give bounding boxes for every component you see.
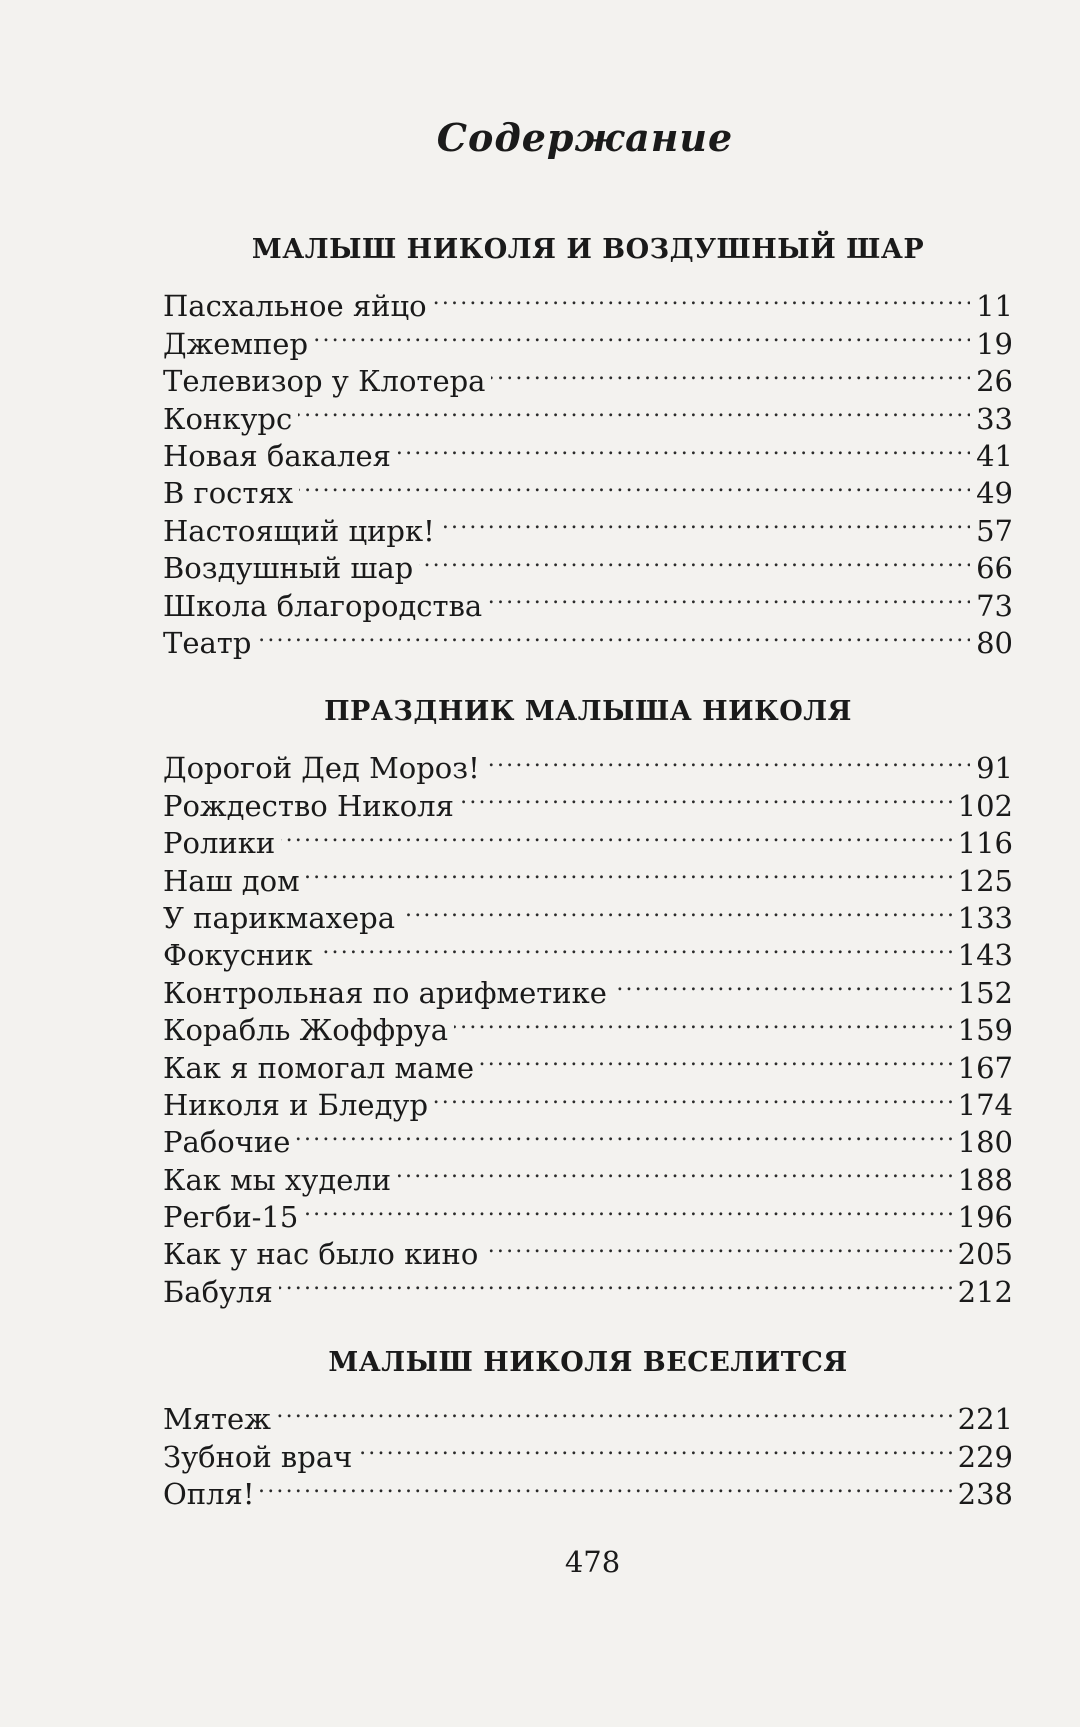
dot-leader [298, 391, 970, 428]
entry-page: 238 [957, 1477, 1013, 1512]
entry-page: 133 [957, 900, 1013, 935]
entry-page: 152 [957, 975, 1013, 1010]
entry-title: Рабочие [163, 1125, 291, 1160]
toc-entry [163, 816, 1013, 861]
dot-leader [319, 928, 952, 965]
entry-page: 159 [957, 1013, 1013, 1048]
entry-title: Телевизор у Клотера [163, 364, 486, 399]
entry-title: Конкурс [163, 401, 293, 436]
entry-title: Рождество Николя [163, 788, 454, 823]
entry-page: 41 [976, 438, 1013, 473]
entry-page: 33 [976, 401, 1013, 436]
toc-entry [163, 1264, 1013, 1309]
dot-leader [401, 891, 952, 928]
toc-entry [163, 741, 1013, 786]
toc-section-1 [163, 229, 1013, 660]
entry-title: Николя и Бледур [163, 1087, 429, 1122]
entry-title: Фокусник [163, 938, 313, 973]
entry-title: Новая бакалея [163, 438, 391, 473]
entry-title: Как мы худели [163, 1162, 392, 1197]
entry-page: 180 [957, 1125, 1013, 1160]
dot-leader [460, 778, 952, 815]
entry-title: Ролики [163, 826, 276, 861]
entry-title: Как у нас было кино [163, 1237, 479, 1272]
dot-leader [314, 316, 970, 353]
dot-leader [306, 853, 952, 890]
toc-entry [163, 279, 1013, 324]
dot-leader [419, 541, 970, 578]
toc-section-3 [163, 1342, 1013, 1512]
entry-title: Опля! [163, 1477, 255, 1512]
dot-leader [491, 354, 970, 391]
dot-leader [454, 1003, 952, 1040]
entry-title: Театр [163, 625, 252, 660]
dot-leader [304, 1190, 951, 1227]
dot-leader [277, 1392, 952, 1429]
entry-page: 73 [976, 588, 1013, 623]
page-title: Содержание [436, 115, 734, 160]
entry-page: 167 [957, 1050, 1013, 1085]
toc-entry [163, 616, 1013, 660]
entry-page: 19 [976, 326, 1013, 361]
toc-entry [163, 1392, 1013, 1437]
dot-leader [257, 616, 970, 653]
entry-page: 188 [957, 1162, 1013, 1197]
dot-leader [486, 741, 970, 778]
entry-title: Джемпер [163, 326, 309, 361]
dot-leader [480, 1040, 952, 1077]
dot-leader [260, 1467, 951, 1504]
entry-page: 116 [957, 826, 1013, 861]
dot-leader [613, 965, 952, 1002]
entry-title: Мятеж [163, 1402, 271, 1437]
dot-leader [433, 279, 971, 316]
entry-title: Бабуля [163, 1274, 273, 1309]
entry-title: Наш дом [163, 863, 300, 898]
entry-title: Зубной врач [163, 1439, 353, 1474]
dot-leader [488, 578, 970, 615]
entry-page: 66 [976, 551, 1013, 586]
entry-page: 91 [976, 751, 1013, 786]
entry-page: 125 [957, 863, 1013, 898]
toc-entry [163, 1429, 1013, 1474]
page-number: 478 [564, 1545, 621, 1579]
entry-title: Регби-15 [163, 1200, 299, 1235]
dot-leader [358, 1429, 951, 1466]
dot-leader [296, 1115, 951, 1152]
toc-entry [163, 1467, 1013, 1512]
entry-title: Корабль Жоффруа [163, 1013, 449, 1048]
dot-leader [279, 1264, 952, 1301]
entry-title: Воздушный шар [163, 551, 414, 586]
entry-title: Пасхальное яйцо [163, 289, 427, 324]
dot-leader [397, 1152, 952, 1189]
entry-title: У парикмахера [163, 900, 396, 935]
entry-page: 221 [957, 1402, 1013, 1437]
entry-title: Настоящий цирк! [163, 513, 435, 548]
entry-page: 11 [976, 289, 1013, 324]
entry-page: 26 [976, 364, 1013, 399]
entry-page: 205 [957, 1237, 1013, 1272]
section-heading: ПРАЗДНИК МАЛЫША НИКОЛЯ [324, 696, 852, 727]
dot-leader [397, 429, 970, 466]
entry-page: 49 [976, 476, 1013, 511]
toc-entry [163, 853, 1013, 898]
dot-leader [484, 1227, 951, 1264]
entry-page: 143 [957, 938, 1013, 973]
entry-title: Дорогой Дед Мороз! [163, 751, 480, 786]
dot-leader [281, 816, 951, 853]
entry-page: 80 [976, 625, 1013, 660]
entry-title: В гостях [163, 476, 294, 511]
entry-page: 102 [957, 788, 1013, 823]
toc-section-2 [163, 691, 1013, 1309]
entry-page: 196 [957, 1200, 1013, 1235]
entry-page: 57 [976, 513, 1013, 548]
section-heading: МАЛЫШ НИКОЛЯ ВЕСЕЛИТСЯ [328, 1347, 848, 1378]
dot-leader [441, 503, 970, 540]
entry-title: Школа благородства [163, 588, 483, 623]
dot-leader [434, 1078, 952, 1115]
dot-leader [299, 466, 970, 503]
entry-title: Контрольная по арифметике [163, 975, 607, 1010]
entry-page: 212 [957, 1274, 1013, 1309]
entry-page: 174 [957, 1087, 1013, 1122]
entry-title: Как я помогал маме [163, 1050, 475, 1085]
entry-page: 229 [957, 1439, 1013, 1474]
section-heading: МАЛЫШ НИКОЛЯ И ВОЗДУШНЫЙ ШАР [251, 234, 925, 265]
